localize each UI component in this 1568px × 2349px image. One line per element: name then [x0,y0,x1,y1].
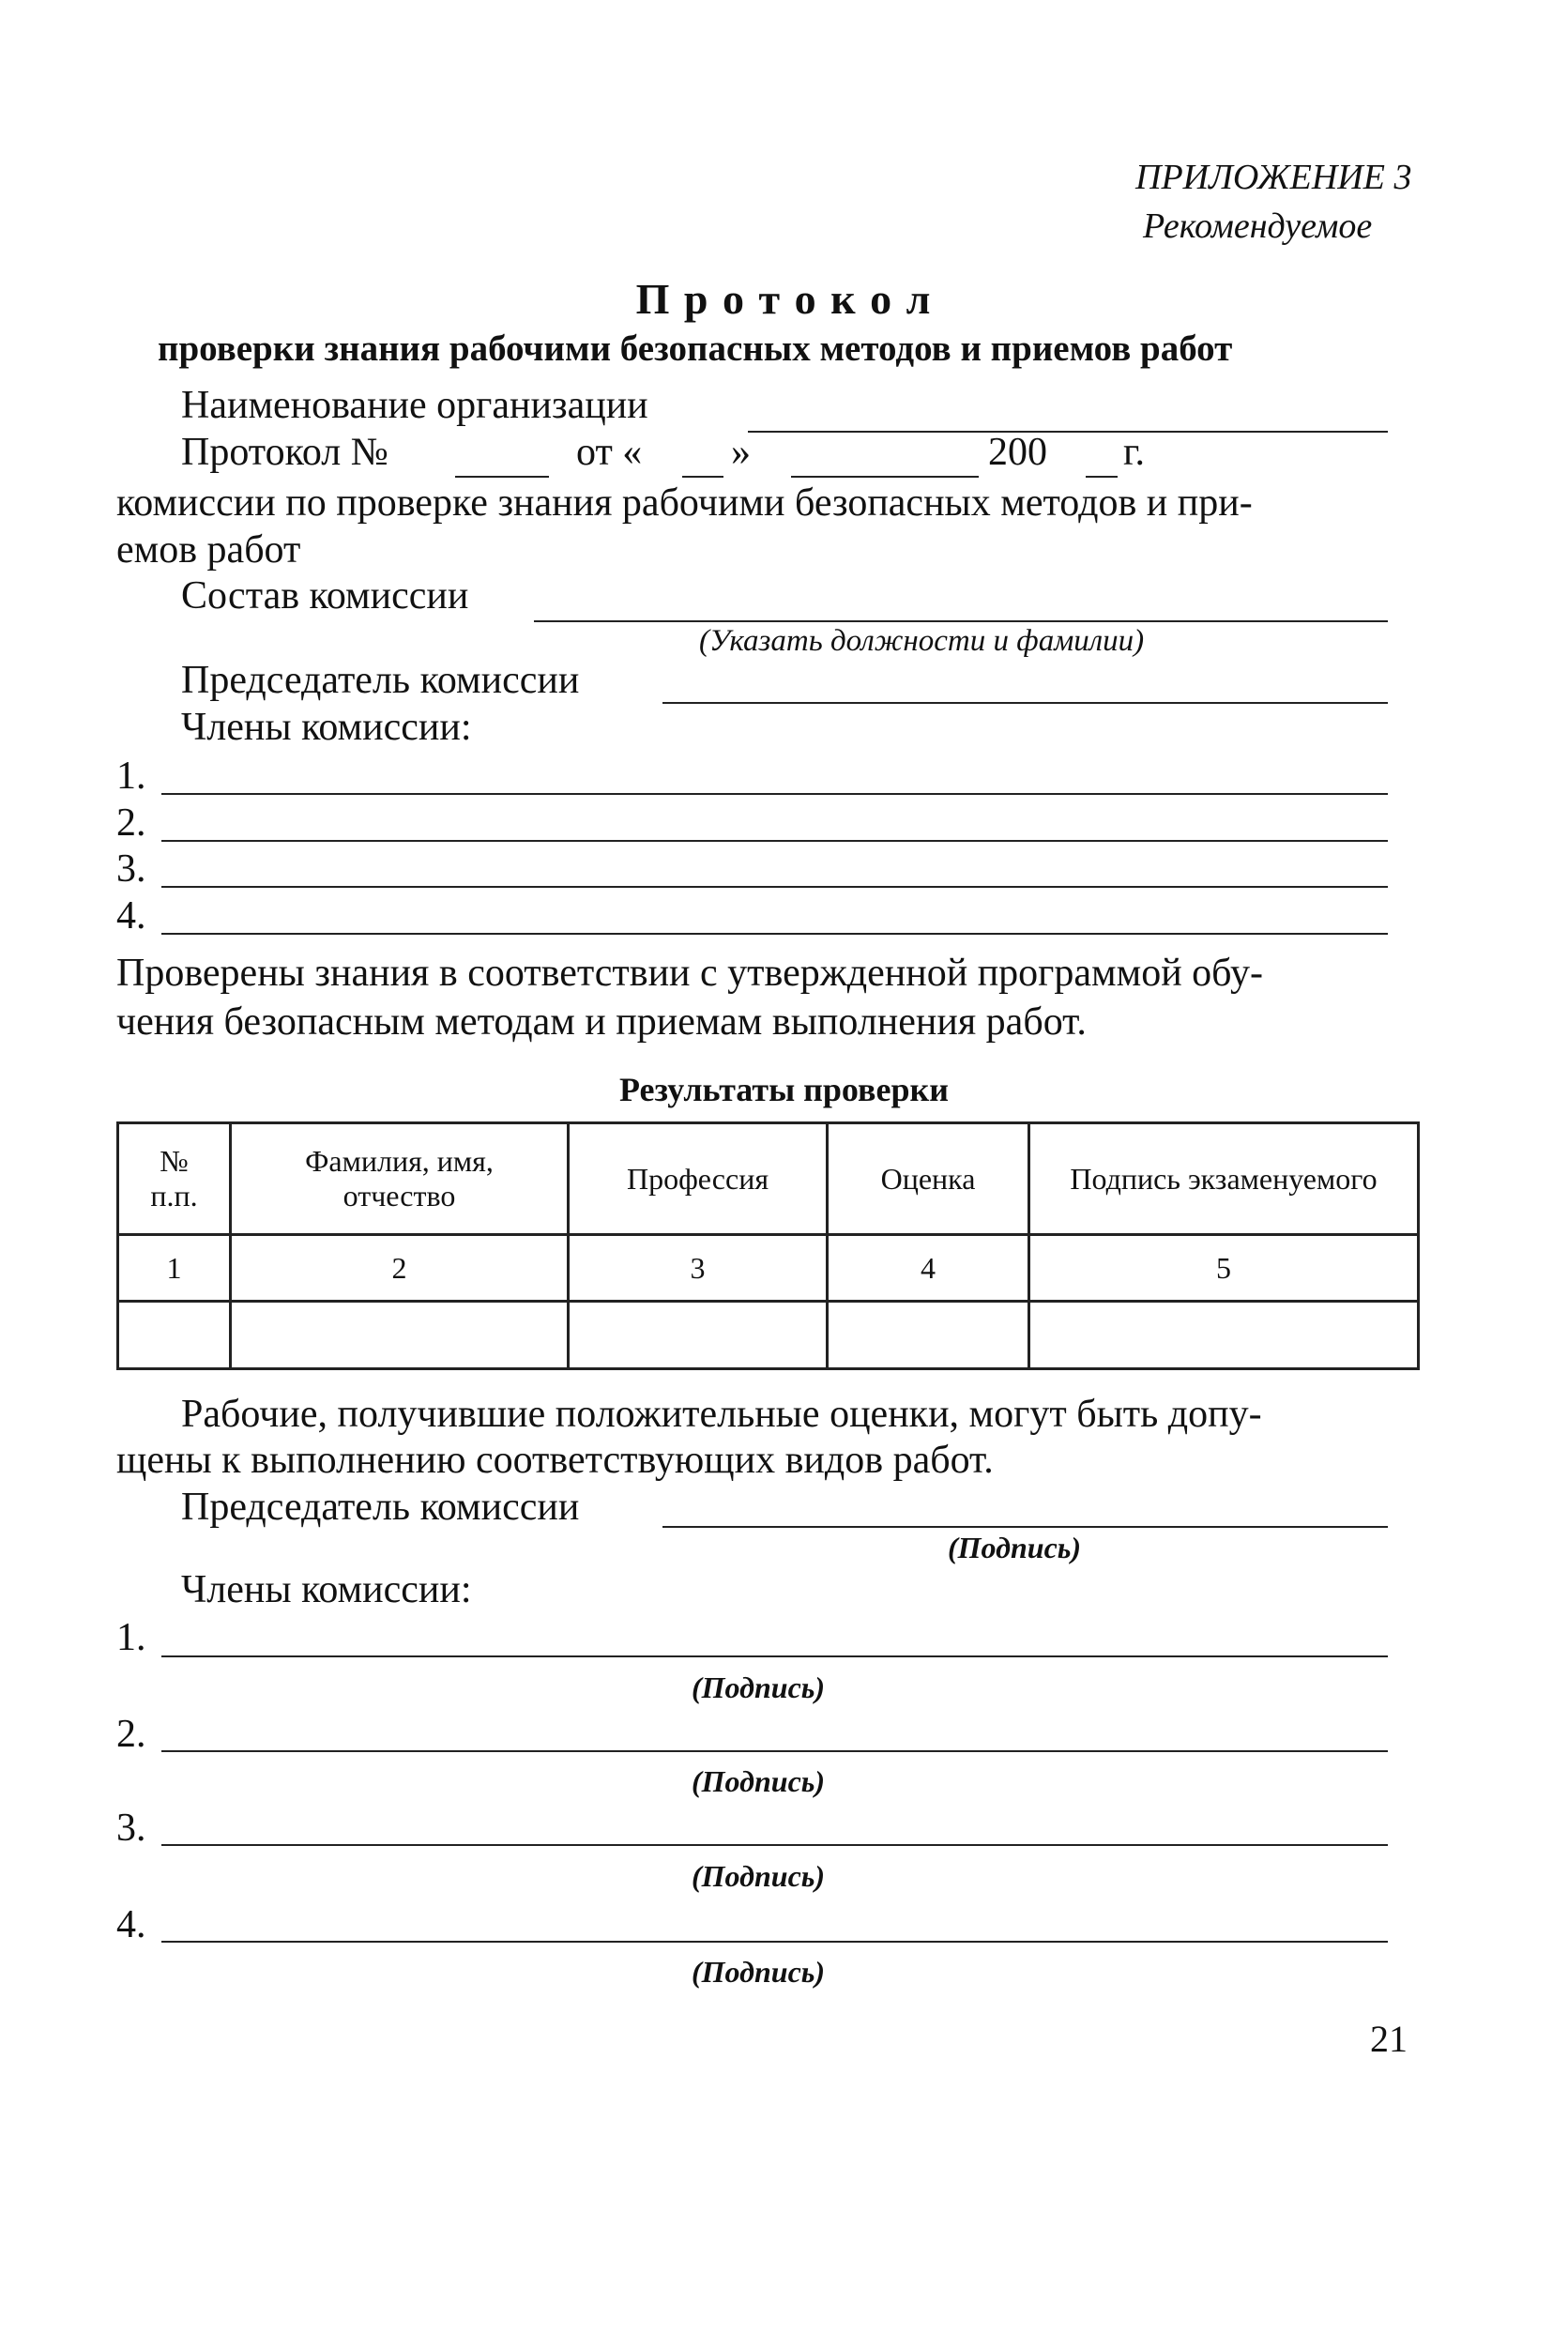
column-number: 3 [569,1235,828,1302]
composition-label: Состав комиссии [181,574,469,618]
protocol-from-label: от « [576,431,643,474]
header-signature: Подпись экзаменуемого [1029,1123,1419,1235]
protocol-year-suffix: г. [1123,431,1145,474]
protocol-prefix: Протокол № [181,431,388,474]
composition-hint: (Указать должности и фамилии) [699,624,1145,658]
document-title: П р о т о к о л [635,275,933,323]
member-field[interactable] [161,933,1388,935]
table-cell[interactable] [118,1302,231,1369]
member-signature-field[interactable] [161,1941,1388,1943]
protocol-number-field[interactable] [455,476,549,478]
document-subtitle: проверки знания рабочими безопасных методов и приемов работ [158,328,1233,369]
column-number: 2 [231,1235,569,1302]
org-label: Наименование организации [181,384,648,427]
member-number: 2. [116,801,146,845]
member-signature-hint: (Подпись) [692,1670,826,1704]
protocol-year-field[interactable] [1086,476,1118,478]
member-bottom-number: 1. [116,1616,146,1659]
header-number: № п.п. [118,1123,231,1235]
member-bottom-number: 4. [116,1903,146,1946]
appendix-label: ПРИЛОЖЕНИЕ 3 [1135,158,1412,197]
admitted-text-line2: щены к выполнению соответствующих видов работ. [116,1439,994,1482]
column-number: 5 [1029,1235,1419,1302]
header-full-name: Фамилия, имя, отчество [231,1123,569,1235]
table-header-row [118,1123,1419,1235]
results-caption: Результаты проверки [619,1071,949,1108]
member-signature-hint: (Подпись) [692,1764,826,1798]
chairman-bottom-label: Председатель комиссии [181,1486,580,1529]
header-grade: Оценка [828,1123,1029,1235]
column-number: 4 [828,1235,1029,1302]
protocol-day-field[interactable] [682,476,723,478]
chairman-field[interactable] [662,702,1388,704]
table-number-row [118,1235,1419,1302]
commission-text-line2: емов работ [116,528,301,572]
verified-text-line2: чения безопасным методам и приемам выполнения работ. [116,1000,1087,1044]
header-profession: Профессия [569,1123,828,1235]
table-cell[interactable] [569,1302,828,1369]
appendix-status: Рекомендуемое [1143,206,1373,246]
member-signature-field[interactable] [161,1655,1388,1657]
member-signature-hint: (Подпись) [692,1859,826,1893]
chairman-label: Председатель комиссии [181,659,580,702]
table-cell[interactable] [1029,1302,1419,1369]
member-field[interactable] [161,886,1388,888]
member-bottom-number: 2. [116,1713,146,1756]
member-signature-hint: (Подпись) [692,1955,826,1989]
composition-field[interactable] [534,620,1388,622]
members-bottom-label: Члены комиссии: [181,1568,472,1611]
table-cell[interactable] [231,1302,569,1369]
org-field[interactable] [748,431,1388,433]
commission-text-line1: комиссии по проверке знания рабочими безопасных методов и при- [116,481,1253,525]
member-signature-field[interactable] [161,1844,1388,1846]
member-bottom-number: 3. [116,1807,146,1850]
member-signature-field[interactable] [161,1750,1388,1752]
member-number: 1. [116,755,146,798]
member-number: 4. [116,894,146,938]
protocol-year-prefix: 200 [988,431,1047,474]
admitted-text-line1: Рабочие, получившие положительные оценки, могут быть допу- [181,1393,1262,1436]
member-number: 3. [116,847,146,891]
page-number: 21 [1370,2018,1408,2060]
member-field[interactable] [161,793,1388,795]
protocol-close-quote: » [731,431,751,474]
protocol-month-field[interactable] [791,476,979,478]
members-label: Члены комиссии: [181,706,472,749]
chairman-signature-hint: (Подпись) [948,1531,1082,1564]
member-field[interactable] [161,840,1388,842]
chairman-signature-field[interactable] [662,1526,1388,1528]
column-number: 1 [118,1235,231,1302]
verified-text-line1: Проверены знания в соответствии с утвержденной программой обу- [116,952,1263,995]
results-table [116,1121,1420,1370]
table-row [118,1302,1419,1369]
table-cell[interactable] [828,1302,1029,1369]
